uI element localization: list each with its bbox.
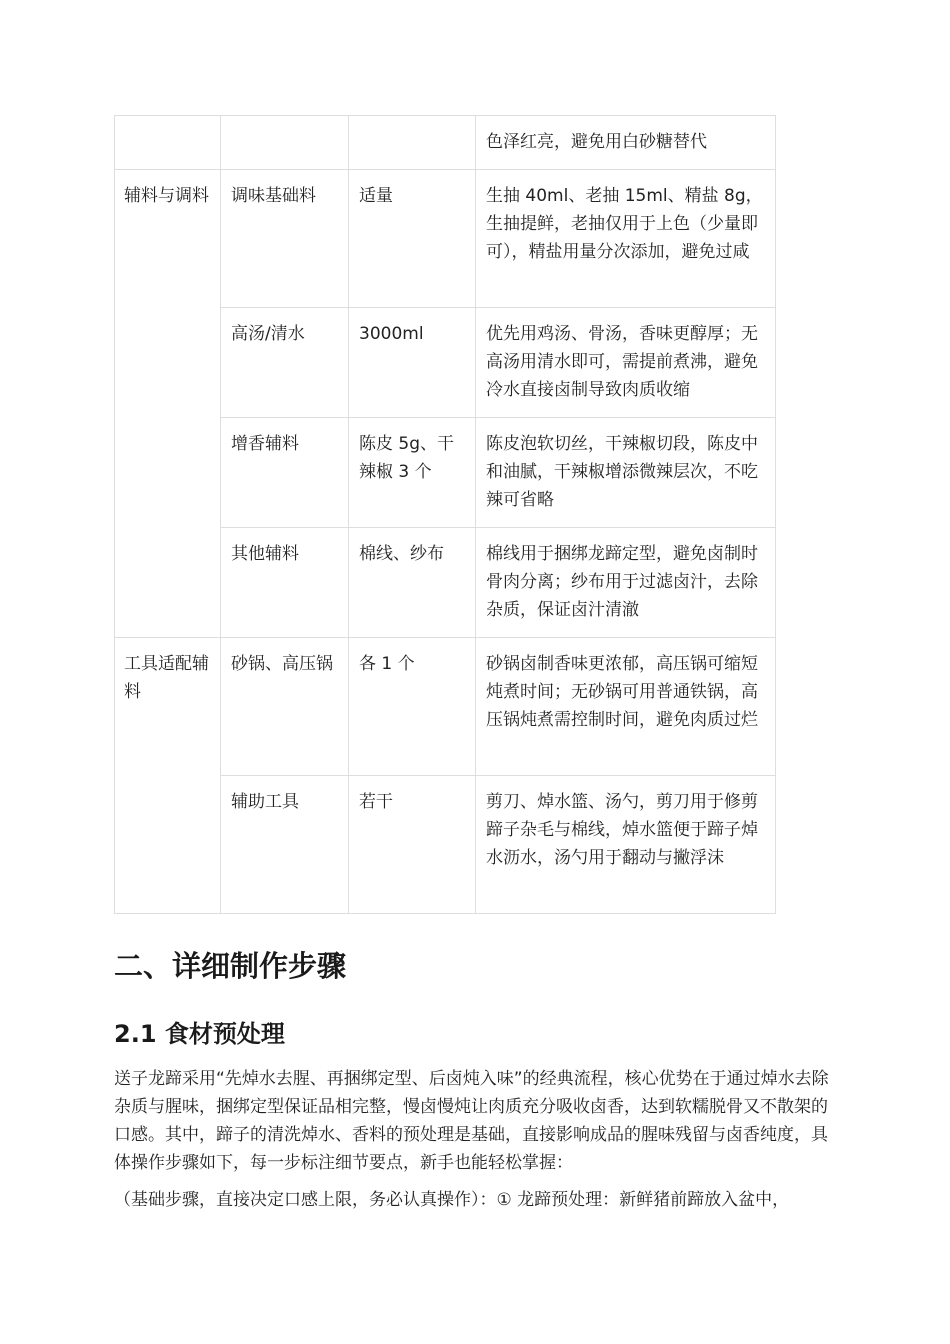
table-cell-category: 辅料与调料: [115, 170, 221, 638]
section-heading: 二、详细制作步骤: [114, 949, 347, 983]
table-cell-name-empty: [221, 116, 349, 170]
table-cell-note: 生抽 40ml、老抽 15ml、精盐 8g，生抽提鲜，老抽仅用于上色（少量即可），精盐用量分次添加，避免过咸: [476, 170, 776, 308]
table-row: [115, 170, 776, 308]
table-cell-amount: 陈皮 5g、干辣椒 3 个: [349, 418, 476, 528]
table-cell-name: 高汤/清水: [221, 308, 349, 418]
table-cell-name: 砂锅、高压锅: [221, 638, 349, 776]
table-cell-note: 陈皮泡软切丝，干辣椒切段，陈皮中和油腻，干辣椒增添微辣层次，不吃辣可省略: [476, 418, 776, 528]
table-row: [115, 116, 776, 170]
intro-paragraph: 送子龙蹄采用“先焯水去腥、再捆绑定型、后卤炖入味”的经典流程，核心优势在于通过焯水去除杂质与腥味，捆绑定型保证品相完整，慢卤慢炖让肉质充分吸收卤香，达到软糯脱骨又不散架的口感。其中，蹄子的清洗焯水、香料的预处理是基础，直接影响成品的腥味残留与卤香纯度，具体操作步骤如下，每一步标注细节要点，新手也能轻松掌握：: [114, 1069, 829, 1173]
table-cell-note: 剪刀、焯水篮、汤勺，剪刀用于修剪蹄子杂毛与棉线，焯水篮便于蹄子焯水沥水，汤勺用于翻动与撇浮沫: [476, 776, 776, 914]
table-cell-note: 棉线用于捆绑龙蹄定型，避免卤制时骨肉分离；纱布用于过滤卤汁，去除杂质，保证卤汁清澈: [476, 528, 776, 638]
table-cell-name: 增香辅料: [221, 418, 349, 528]
table-cell-note: 砂锅卤制香味更浓郁，高压锅可缩短炖煮时间；无砂锅可用普通铁锅，高压锅炖煮需控制时间，避免肉质过烂: [476, 638, 776, 776]
table-cell-name: 调味基础料: [221, 170, 349, 308]
table-cell-note: 优先用鸡汤、骨汤，香味更醇厚；无高汤用清水即可，需提前煮沸，避免冷水直接卤制导致肉质收缩: [476, 308, 776, 418]
ingredients-table: [114, 115, 776, 914]
subsection-heading: 2.1 食材预处理: [114, 1020, 285, 1048]
table-cell-category: 工具适配辅料: [115, 638, 221, 914]
table-cell-amount-empty: [349, 116, 476, 170]
table-cell-note: 色泽红亮，避免用白砂糖替代: [476, 116, 776, 170]
table-cell-amount: 若干: [349, 776, 476, 914]
table-cell-amount: 3000ml: [349, 308, 476, 418]
table-cell-category-empty: [115, 116, 221, 170]
table-cell-amount: 适量: [349, 170, 476, 308]
table-row: [115, 638, 776, 776]
table-cell-amount: 各 1 个: [349, 638, 476, 776]
table-cell-name: 其他辅料: [221, 528, 349, 638]
step-note-paragraph: （基础步骤，直接决定口感上限，务必认真操作）：① 龙蹄预处理：新鲜猪前蹄放入盆中，: [114, 1190, 790, 1210]
table-cell-name: 辅助工具: [221, 776, 349, 914]
table-cell-amount: 棉线、纱布: [349, 528, 476, 638]
